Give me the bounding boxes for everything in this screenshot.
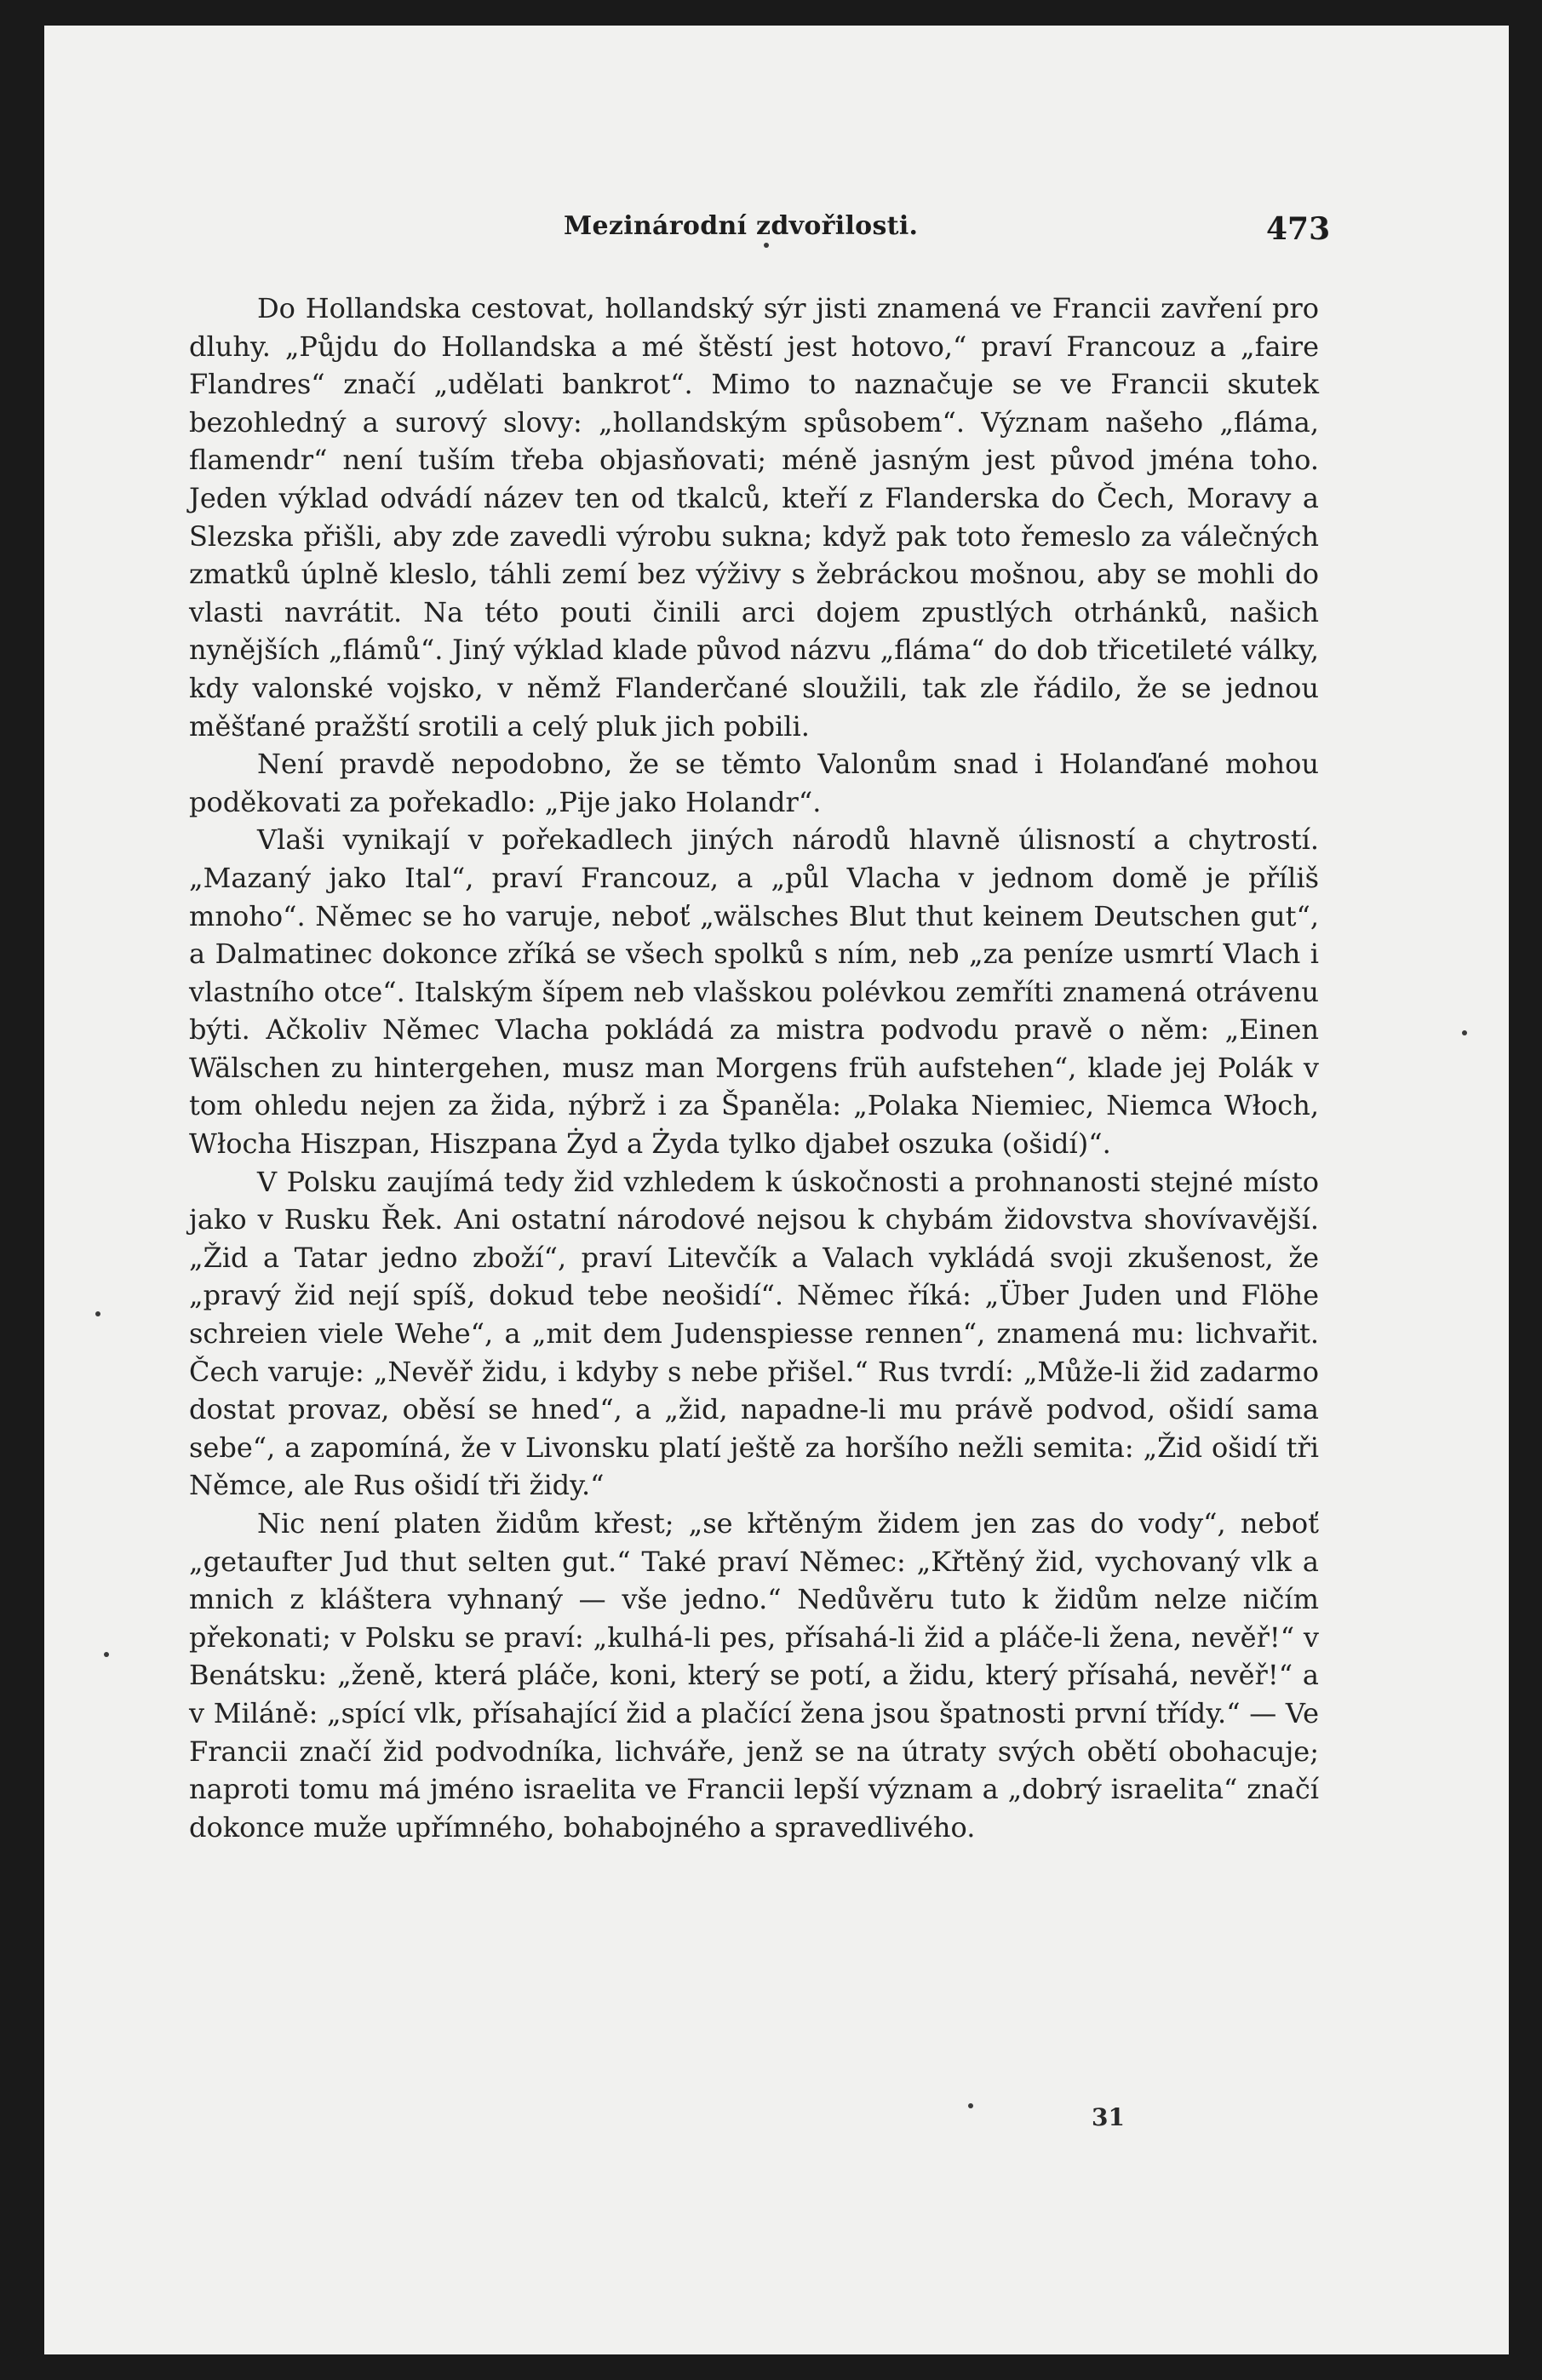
- paragraph: Do Hollandska cestovat, hollandský sýr jisti znamená ve Francii zavření pro dluhy. „Půjdu do Hollandska a mé štěstí jest hotovo,“ praví Francouz a „faire Flandres“ značí „udělati bankrot“. Mimo to naznačuje se ve Francii skutek bezohledný a surový slovy: „hollandským spůsobem“. Význam našeho „fláma, flamendr“ není tuším třeba objasňovati; méně jasným jest původ jména toho. Jeden výklad odvádí název ten od tkalců, kteří z Flanderska do Čech, Moravy a Slezska přišli, aby zde zavedli výrobu sukna; když pak toto řemeslo za válečných zmatků úplně kleslo, táhli zemí bez výživy s žebráckou mošnou, aby se mohli do vlasti navrátit. Na této pouti činili arci dojem zpustlých otrhánků, našich nynějších „flámů“. Jiný výklad klade původ názvu „fláma“ do dob třicetileté války, kdy valonské vojsko, v němž Flanderčané sloužili, tak zle řádilo, že se jednou měšťané pražští srotili a celý pluk jich pobili.: [189, 292, 1319, 743]
- page-header: [44, 211, 1509, 254]
- paragraph: Vlaši vynikají v pořekadlech jiných národů hlavně úlisností a chytrostí. „Mazaný jako Ital“, praví Francouz, a „půl Vlacha v jednom domě je příliš mnoho“. Němec se ho varuje, neboť „wälsches Blut thut keinem Deutschen gut“, a Dalmatinec dokonce zříká se všech spolků s ním, neb „za peníze usmrtí Vlach i vlastního otce“. Italským šípem neb vlašskou polévkou zemříti znamená otrávenu býti. Ačkoliv Němec Vlacha pokládá za mistra podvodu pravě o něm: „Einen Wälschen zu hintergehen, musz man Morgens früh aufstehen“, klade jej Polák v tom ohledu nejen za žida, nýbrž i za Španěla: „Polaka Niemiec, Niemca Włoch, Włocha Hiszpan, Hiszpana Żyd a Żyda tylko djabeł oszuka (ošidí)“.: [189, 823, 1319, 1161]
- paper-speck: [764, 243, 769, 248]
- paper-speck: [95, 1311, 100, 1316]
- paragraph: V Polsku zaujímá tedy žid vzhledem k úskočnosti a prohnanosti stejné místo jako v Rusku Řek. Ani ostatní národové nejsou k chybám židovstva shovívavější. „Žid a Tatar jedno zboží“, praví Litevčík a Valach vykládá svoji zkušenost, že „pravý žid nejí spíš, dokud tebe neošidí“. Němec říká: „Über Juden und Flöhe schreien viele Wehe“, a „mit dem Judenspiesse rennen“, znamená mu: lichvařit. Čech varuje: „Nevěř židu, i kdyby s nebe přišel.“ Rus tvrdí: „Může-li žid zadarmo dostat provaz, oběsí se hned“, a „žid, napadne-li mu právě podvod, ošidí sama sebe“, a zapomíná, že v Livonsku platí ještě za horšího nežli semita: „Žid ošidí tři Němce, ale Rus ošidí tři židy.“: [189, 1165, 1319, 1502]
- paragraph: Není pravdě nepodobno, že se těmto Valonům snad i Holanďané mohou poděkovati za pořekadlo: „Pije jako Holandr“.: [189, 748, 1319, 818]
- paper-speck: [968, 2103, 973, 2108]
- paper-speck: [104, 1652, 109, 1657]
- paragraph: Nic není platen židům křest; „se křtěným židem jen zas do vody“, neboť „getaufter Jud thut selten gut.“ Také praví Němec: „Křtěný žid, vychovaný vlk a mnich z kláštera vyhnaný — vše jedno.“ Nedůvěru tuto k židům nelze ničím překonati; v Polsku se praví: „kulhá-li pes, přísahá-li žid a pláče-li žena, nevěř!“ v Benátsku: „ženě, která pláče, koni, který se potí, a židu, který přísahá, nevěř!“ a v Miláně: „spící vlk, přísahající žid a plačící žena jsou špatnosti první třídy.“ — Ve Francii značí žid podvodníka, lichváře, jenž se na útraty svých obětí obohacuje; naproti tomu má jméno israelita ve Francii lepší význam a „dobrý israelita“ značí dokonce muže upřímného, bohabojného a spravedlivého.: [189, 1507, 1319, 1844]
- body-text: [189, 290, 1319, 1846]
- signature-mark: 31: [1092, 2103, 1125, 2131]
- paper-speck: [1462, 1030, 1467, 1035]
- running-title: Mezinárodní zdvořilosti.: [564, 211, 919, 241]
- page-number: 473: [1266, 211, 1331, 247]
- book-page: [44, 26, 1509, 2354]
